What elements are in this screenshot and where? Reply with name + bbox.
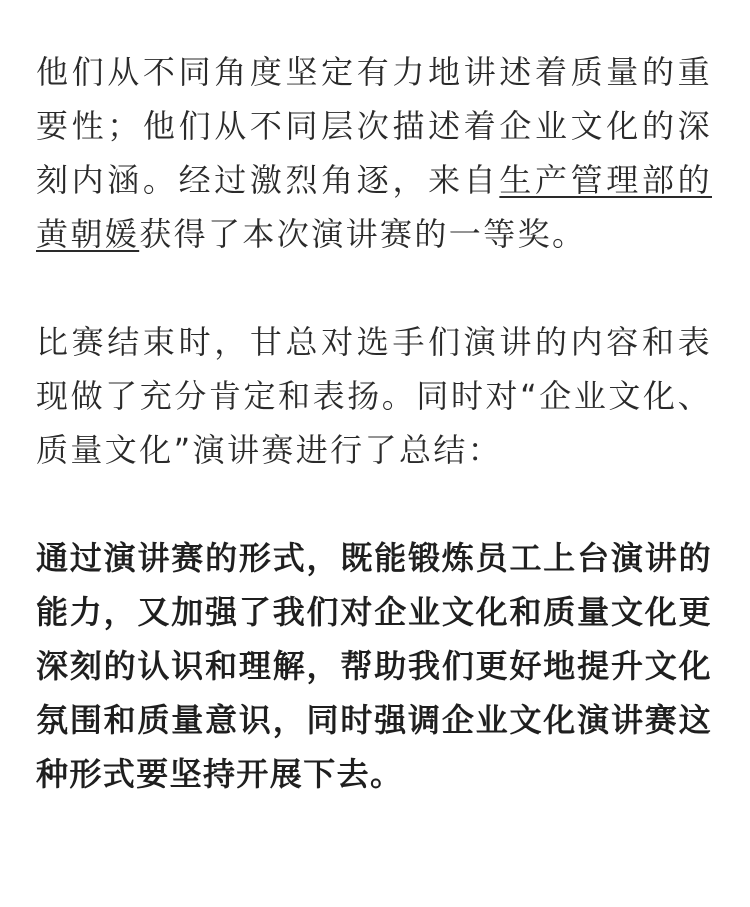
paragraph-summary-bold: 通过演讲赛的形式，既能锻炼员工上台演讲的能力，又加强了我们对企业文化和质量文化更深刻的认识和理解，帮助我们更好地提升文化氛围和质量意识，同时强调企业文化演讲赛这种形式要坚持开展下去。 [36, 539, 712, 793]
paragraph-summary-intro: 比赛结束时，甘总对选手们演讲的内容和表现做了充分肯定和表扬。同时对“企业文化、质量文化”演讲赛进行了总结： [36, 323, 712, 469]
paragraph-award-text-before: 他们从不同角度坚定有力地讲述着质量的重要性；他们从不同层次描述着企业文化的深刻内涵。经过激烈角逐，来自 [36, 53, 712, 199]
winner-link[interactable]: 生产管理部的黄朝媛 [36, 161, 712, 253]
paragraph-award-text-after: 获得了本次演讲赛的一等奖。 [139, 215, 587, 253]
paragraph-award [36, 45, 712, 261]
article-body [36, 45, 712, 801]
